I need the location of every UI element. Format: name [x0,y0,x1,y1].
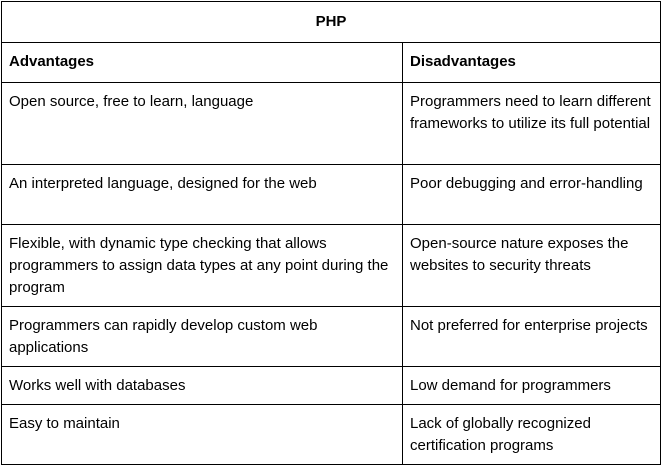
disadvantage-cell: Not preferred for enterprise projects [403,307,661,367]
table-row [2,225,661,307]
table-row [2,307,661,367]
advantage-cell: Programmers can rapidly develop custom web applications [2,307,403,367]
disadvantage-cell: Programmers need to learn different frameworks to utilize its full potential [403,83,661,165]
advantage-cell: An interpreted language, designed for the web [2,165,403,225]
advantage-cell: Works well with databases [2,367,403,405]
disadvantage-cell: Lack of globally recognized certification programs [403,405,661,465]
column-header-disadvantages: Disadvantages [403,43,661,83]
table-row [2,165,661,225]
disadvantage-cell: Poor debugging and error-handling [403,165,661,225]
table-header-row [2,43,661,83]
php-comparison-table [1,1,661,465]
column-header-advantages: Advantages [2,43,403,83]
table-title-row [2,2,661,43]
disadvantage-cell: Open-source nature exposes the websites to security threats [403,225,661,307]
advantage-cell: Flexible, with dynamic type checking that allows programmers to assign data types at any point during the program [2,225,403,307]
table-row [2,367,661,405]
disadvantage-cell: Low demand for programmers [403,367,661,405]
table-title: PHP [2,2,661,43]
table-row [2,405,661,465]
advantage-cell: Open source, free to learn, language [2,83,403,165]
table-row [2,83,661,165]
advantage-cell: Easy to maintain [2,405,403,465]
